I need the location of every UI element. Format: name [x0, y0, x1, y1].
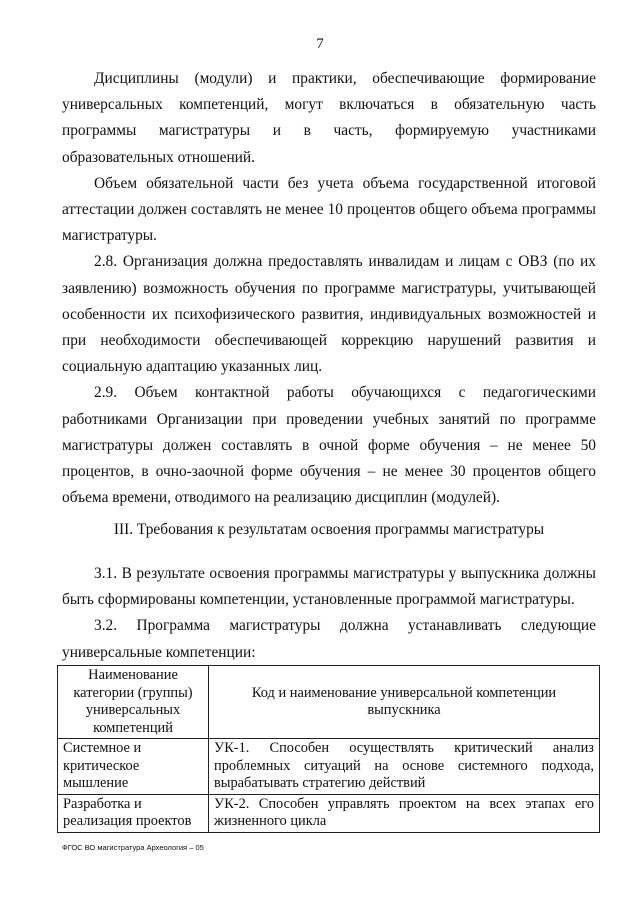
paragraph: Объем обязательной части без учета объема государственной итоговой аттестации должен составлять не менее 10 процентов общего объема программы магистратуры. [62, 174, 596, 245]
table-header-competency: Код и наименование универсальной компетенции выпускника [209, 666, 600, 739]
competencies-table [57, 665, 600, 833]
table-row [58, 794, 600, 832]
category-cell: Разработка и реализация проектов [58, 794, 209, 832]
table-row [58, 739, 600, 795]
category-cell: Системное и критическое мышление [58, 739, 209, 795]
competency-cell: УК-1. Способен осуществлять критический анализ проблемных ситуаций на основе системного подхода, вырабатывать стратегию действий [209, 739, 600, 795]
paragraph: 2.9. Объем контактной работы обучающихся с педагогическими работниками Организации при проведении учебных занятий по программе магистратуры должен составлять в очной форме обучения – не менее 50 процентов, в очно-заочной форме обучения – не менее 30 процентов общего объема времени, отводимого на реализацию дисциплин (модулей). [62, 384, 596, 507]
paragraph: 3.2. Программа магистратуры должна устанавливать следующие универсальные компетенции: [62, 617, 596, 661]
body-text [62, 66, 596, 511]
competency-cell: УК-2. Способен управлять проектом на всех этапах его жизненного цикла [209, 794, 600, 832]
table-header-row [58, 666, 600, 739]
page-number: 7 [316, 36, 324, 52]
body-text [62, 561, 596, 666]
table-header-category: Наименование категории (группы) универсальных компетенций [58, 666, 209, 739]
section-heading: III. Требования к результатам освоения программы магистратуры [113, 521, 545, 538]
paragraph: 3.1. В результате освоения программы магистратуры у выпускника должны быть сформированы компетенции, установленные программой магистратуры. [62, 565, 596, 609]
paragraph: 2.8. Организация должна предоставлять инвалидам и лицам с ОВЗ (по их заявлению) возможность обучения по программе магистратуры, учитывающей особенности их психофизического развития, индивидуальных возможностей и при необходимости обеспечивающей коррекцию нарушений развития и социальную адаптацию указанных лиц. [62, 253, 596, 376]
paragraph: Дисциплины (модули) и практики, обеспечивающие формирование универсальных компетенций, могут включаться в обязательную часть программы магистратуры и в часть, формируемую участниками образовательных отношений. [62, 70, 596, 166]
footer-note: ФГОС ВО магистратура Археология – 05 [62, 843, 204, 852]
